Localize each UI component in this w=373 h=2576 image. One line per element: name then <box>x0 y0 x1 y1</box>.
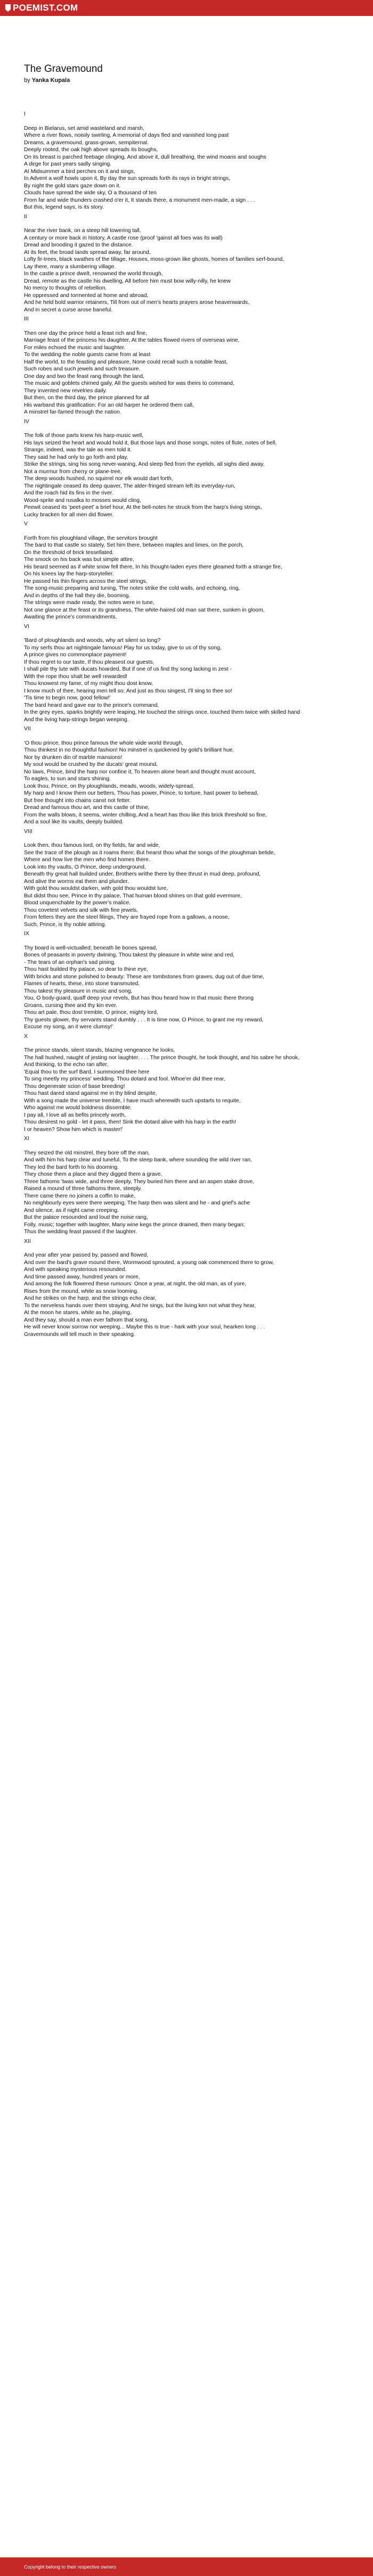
stanza-text: 'O thou prince, thou prince famous the whole wide world through, Thou thinkest in no thoughtful fashion! No minstrel is quickened by gold's brilliant hue, Nor by drunken din of marble mansions! My soul would be crushed by the ducats' great mound, No laws, Prince, bind the harp nor confine it, To heaven alone heart and thought must account, To eagles, to sun and stars shining. Look thou, Prince, on thy ploughlands, meads, woods, widely-spread, My harp and I know them our betters, Thou has power, Prince, to torture, hast power to behead, But free thought into chains canst not fetter. Dread and famous thou art, and this castle of thine, From the walls blows, it seems, winter chilling, And a heart has thou like this brick threshold so fine, And a soul like its vaults, deeply builded. <box>24 740 267 825</box>
stanza-text: Thy board is well-victualled; beneath lie bones spread, Bones of peasants in poverty dwining, Thou takest thy pleasure in white wine and red, - The tears of an orphan's sad pining. Thou hast builded thy palace, so dear to thine eye, With bricks and stone polished to beauty: These are tombstones from graves, dug out of due time, Flames of hearts, these, into stone transmuted. Thou takest thy pleasure in music and song, You, O body-guard, quaff deep your revels, But has thou heard how in that music there throng Groans, cursing thee and thy kin ever. Thou art pale, thou dost tremble, O prince, mighty lord, Thy guests glower, thy servants stand dumbly . . . It is time now, O Prince, to grant me my reward, Excuse my song, an it were clumsy!' <box>24 945 264 1030</box>
stanza-number: VI <box>24 623 29 630</box>
stanza-number: XI <box>24 1136 29 1142</box>
stanza-number: I <box>24 111 26 117</box>
stanza-number: III <box>24 316 29 322</box>
poem-body <box>24 111 352 1338</box>
poem-stanza <box>24 623 352 724</box>
poem-stanza <box>24 521 352 621</box>
poem-stanza <box>24 418 352 519</box>
stanza-text: They seized the old minstrel, they bore off the man, And with him his harp clear and tuneful, To the steep bank, where sounding the wild river ran, They led the bard forth to his dooming. They chose them a place and they digged them a grave, Three fathoms 'twas wide, and three deeply, They buried him there and an aspen stake drove, Raised a mound of three fathoms there, steeply. There came there no joiners a coffin to make, No neighbourly eyes were there weeping, The harp then was silent and he - and grief's ache And silence, as if night came creeping. But the palace resounded and loud the noise rang, Folly, music; together with laughter, Many wine kegs the prince drained, then many began; Thus the wedding feast passed if the laughter. <box>24 1150 254 1235</box>
stanza-text: Deep in Bielarus, set amid wasteland and marsh, Where a river flows, noisily swirling, A memorial of days fled and vanished long past Dreams, a gravemound, grass-grown, sempiternal. Deeply rooted, the oak high above spreads its boughs, On its breast is parched feebage clinging, And above it, dull breathing, the wind moans and soughs A dirge for past years sadly singing. At Midsummer a bird perches on it and sings, In Advent a wolf howls upon it, By day the sun spreads forth its rays in bright strings, By night the gold stars gaze down on it. Clouds have spread the wide sky, O a thousand of ten From far and wide thunders crashed o'er it, It stands there, a monument men-made, a sign . . . But this, legend says, is its story. <box>24 125 266 210</box>
stanza-number: XII <box>24 1238 31 1244</box>
stanza-number: IX <box>24 931 29 937</box>
poem-stanza <box>24 316 352 416</box>
stanza-text: 'Bard of ploughlands and woods, why art silent so long? To my serfs thou art nightingale famous! Play for us today, give to us of thy song, A prince gives no commonplace payment! If thou regret to our taste, If thou pleasest our guests, I shall pile thy lute with ducats hoarded, But if one of us find thy song lacking in zest - With the rope thou shalt be well rewarded! Thou knowest my fame, of my might thou dost know, I know much of thee, hearing men tell so; And just as thou singest, I'll sing to thee so! 'Tis time to begin now, good fellow!' The bard heard and gave ear to the prince's command, In the grey eyes, sparks brightly were leaping, He touched the strings once, touched them twice with skilled hand And the living harp-strings began weeping. <box>24 638 301 723</box>
poem-stanza <box>24 725 352 826</box>
byline-prefix: by <box>24 77 30 84</box>
poem-stanza <box>24 111 352 211</box>
poem-stanza <box>24 213 352 314</box>
stanza-number: X <box>24 1033 28 1039</box>
stanza-text: Look then, thou famous lord, on thy fields, far and wide, See the trace of the plough as it roams there; But hearst thou what the songs of the ploughman betide, Where and how live the men who find homes there. Look into thy vaults, O Prince, deep underground, Beneath thy great hall builded under, Brothers writhe there by thee thrust in mud deep, profound, And alive the worms eat them and plunder. With gold thou wouldst darken, with gold thou wouldst lure, But didst thou see, Prince in thy palace, That human blood shines on that gold evermore, Blood unquenchable by the power's malice. Thou covetest velvets and silk with fine jewels, From fetters they are the steel filings, They are frayed rope from a gallows, a noose, Such, Prince, is thy noble attiring. <box>24 843 275 928</box>
site-logo-text: POEMIST.COM <box>13 3 78 13</box>
site-logo-link[interactable] <box>5 3 78 13</box>
poem-stanza <box>24 930 352 1031</box>
stanza-number: II <box>24 213 27 220</box>
stanza-text: The folk of those parts knew his harp-music well, His lays seized the heart and would hold it, But those lays and those songs, notes of flute, notes of bell, Strange, indeed, was the tale as men told it. They said he had only to go forth and play, Strike the strings, sing his song never-waning, And sleep fled from the eyelids, all sighs died away, Not a murmur from cherry or plane-tree, The deep woods hushed, no squirrel nor elk would dart forth, The nightingale ceased its deep quaver, The alder-fringed stream left its everyday-run, And the roach hid its fins in the river. Wood-sprite and rusalka to mosses would cling, Peewit ceased its 'peet-peet' a brief hour, At the bell-notes he struck from the harp's living strings, Lucky bracken for all men did flower. <box>24 433 277 518</box>
footer-bar <box>0 2557 373 2576</box>
stanza-text: Then one day the prince held a feast rich and fine, Marriage feast of the princess his daughter, At the tables flowed rivers of overseas wine, For miles echoed the music and laughter. To the wedding the noble guests came from at least Half the world, to the feasting and pleasure, None could recall such a notable feast, Such robes and such jewels and such treasure. One day and two the feast rang through the land, The music and goblets chimed gaily, All the guests wished for was theirs to command, They invented new revelries daily. But then, on the third day, the prince planned for all His warband this gratification: For an old harper he ordered them call, A minstrel far-famed through the nation. <box>24 330 240 415</box>
bookmark-icon <box>5 4 11 12</box>
stanza-text: Near the river bank, on a steep hill towering tall, A century or more back in history, A castle rose (proof 'gainst all foes was its wall) Dread and brooding it gazed to the distance. At its feet, the broad lands spread away, far around, Lofty fir-trees, black swathes of the tillage, Houses, moss-grown like ghosts, homes of families serf-bound, Lay there, many a slumbering village. In the castle a prince dwelt, renowned the world through, Dread, remote as the castle his dwelling, All before him must bow willy-nilly, he knew No mercy to thoughts of rebellion. He oppressed and tormented at home and abroad, And he held bold warrior retainers, Till from out of men's hearts prayers arose heavenwards, And in secret a curse arose baneful. <box>24 228 284 313</box>
poem-byline <box>24 77 352 84</box>
stanza-number: VII <box>24 726 31 732</box>
author-link[interactable]: Yanka Kupala <box>31 77 70 84</box>
top-bar <box>0 0 373 16</box>
poem-stanza <box>24 828 352 929</box>
stanza-number: IV <box>24 418 29 425</box>
poem-stanza <box>24 1135 352 1236</box>
poem-content <box>24 63 352 1340</box>
stanza-number: VIII <box>24 828 33 835</box>
poem-stanza <box>24 1238 352 1339</box>
stanza-number: V <box>24 521 28 527</box>
stanza-text: Forth from his ploughland village, the servitors brought The bard to that castle so stately, Set him there, between maples and limes, on the porch, On the threshold of brick tessellated. The smock on his back was but simple attire, His beard seemed as if white snow fell there, In his thought-laden eyes there gleamed forth a strange fire, On his knees lay the harp-storyteller. He passed his thin fingers across the steel strings, The song-music preparing and tuning, The notes strike the cold walls, and echoing, ring, And in depths of the hall they die, booming. The strings were made ready, the notes were in tune, Not one glance at the feast or its grandness, The white-haired old man sat there, sunken in gloom, Awaiting the prince's commandments. <box>24 535 282 620</box>
poem-title: The Gravemound <box>24 63 103 75</box>
footer-copyright: Copyright belong to their respective owners <box>24 2564 117 2570</box>
stanza-text: And year after year passed by, passed and flowed, And over the bard's grave mound there, Wormwood sprouted, a young oak commenced there to grow, And with speaking mysterious resounded. And time passed away, hundred years or more, And among the folk flowered these rumours: Once a year, at night, the old man, as of yore, Rises from the mound, white as snow looming. And he strikes on the harp, and the strings echo clear, To the nerveless hands over them straying, And he sings, but the living ken not what they hear, At the moon he stares, white as he, playing, And they say, should a man ever fathom that song, He will never know sorrow nor weeping... Maybe this is true - hark with your soul, hearken long . . . Gravemounds will tell much in their speaking. <box>24 1252 274 1337</box>
poem-stanza <box>24 1033 352 1134</box>
stanza-text: The prince stands, silent stands, blazing vengeance he looks, The hall hushed, naught of jesting nor laughter. . . . The prince thought, he took thought, and his sabre he shook, And thinking, to the echo ran after. 'Equal thou to the surf Bard, I summoned thee here To sing meetly my princess' wedding. Thou dotard and fool. Whoe'er did thee rear, Thou degenerate scion of base breeding! Thou hast dared stand against me in thy blind despite, With a song made the universe tremble, I have much wherewith such upstarts to requite, Who against me would boldness dissemble. I pay all, I love all as befits princely worth, Thou desirest no gold - let it pass, then! Sink the dotard alive with his harp in the earth! I or heaven? Show him which is master!' <box>24 1047 299 1133</box>
